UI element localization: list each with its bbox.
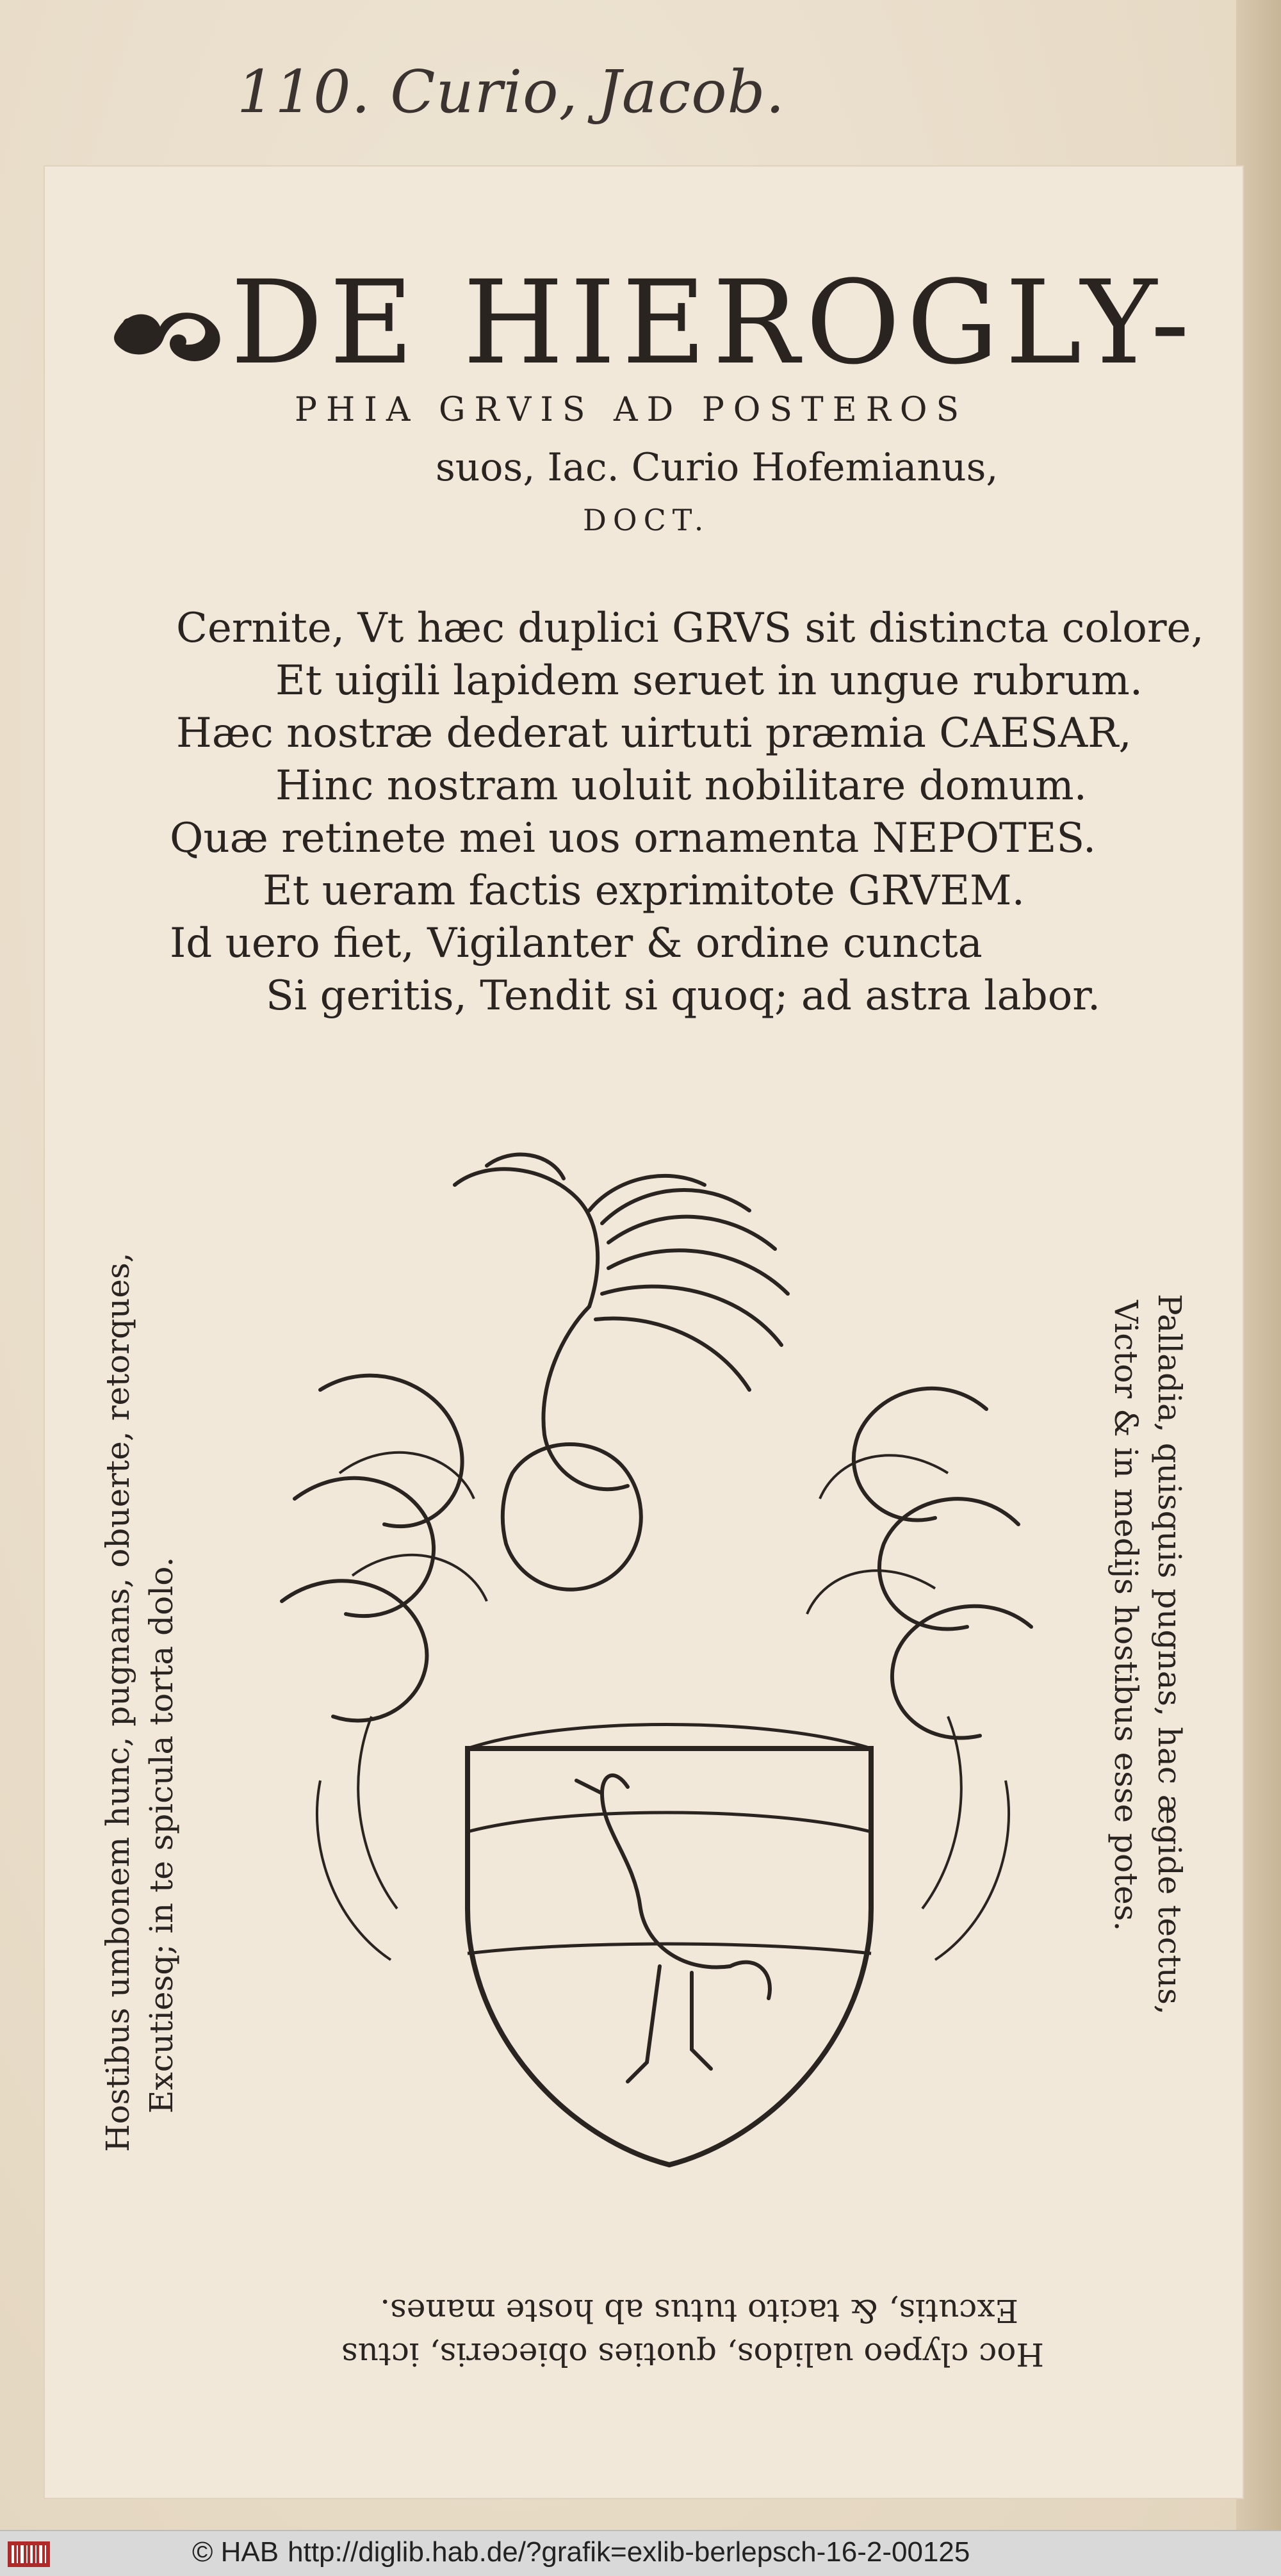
- left-margin-verse: [96, 1178, 186, 2152]
- poem-line: Hinc nostram uoluit nobilitare domum.: [275, 762, 1087, 810]
- document-title: DE HIEROGLY-: [231, 256, 1196, 390]
- right-verse-line: Palladia, quisquis pugnas, hac ægide tectus,: [1151, 1294, 1188, 2015]
- fleuron-ornament-icon: [109, 295, 231, 371]
- footer-bar: [0, 2530, 1281, 2576]
- title-row: [102, 256, 1204, 391]
- poem-line: Et ueram factis exprimitote GRVEM.: [263, 867, 1025, 915]
- poem-line: Quæ retinete mei uos ornamenta NEPOTES.: [170, 815, 1097, 862]
- coat-of-arms-woodcut: [243, 1140, 1076, 2229]
- handwritten-note: 110. Curio, Jacob.: [237, 58, 785, 126]
- hab-barcode-logo-icon: [8, 2541, 50, 2567]
- footer-credit: [192, 2536, 979, 2568]
- poem-line: Hæc nostræ dederat uirtuti præmia CAESAR,: [176, 710, 1132, 757]
- poem-line: Cernite, Vt hæc duplici GRVS sit distincta colore,: [176, 605, 1204, 652]
- bottom-verse-line: Excutis, & tacito tutus ab hoste manes.: [380, 2292, 1018, 2329]
- subtitle-line-1: PHIA GRVIS AD POSTEROS: [295, 391, 968, 429]
- right-margin-verse: [1089, 1294, 1191, 2037]
- bottom-inverted-verse: [275, 2267, 1044, 2376]
- poem-line: Si geritis, Tendit si quoq; ad astra labor.: [266, 972, 1101, 1020]
- copyright-label: © HAB: [192, 2536, 279, 2568]
- left-verse-line: Excutiesq; in te spicula torta dolo.: [143, 1556, 180, 2114]
- subtitle-line-3: DOCT.: [583, 503, 710, 537]
- mount-board-edge: [1236, 0, 1281, 2530]
- left-verse-line: Hostibus umbonem hunc, pugnans, obuerte, retorques,: [99, 1252, 136, 2152]
- poem-line: Id uero fiet, Vigilanter & ordine cuncta: [170, 920, 983, 967]
- poem-line: Et uigili lapidem seruet in ungue rubrum.: [275, 657, 1143, 705]
- bottom-verse-line: Hoc clypeo ualidos, quoties obieceris, ictus: [341, 2336, 1044, 2373]
- subtitle-line-2: suos, Iac. Curio Hofemianus,: [436, 445, 999, 490]
- right-verse-line: Victor & in medijs hostibus esse potes.: [1107, 1300, 1145, 1932]
- source-url-link[interactable]: http://diglib.hab.de/?grafik=exlib-berlepsch-16-2-00125: [288, 2536, 970, 2568]
